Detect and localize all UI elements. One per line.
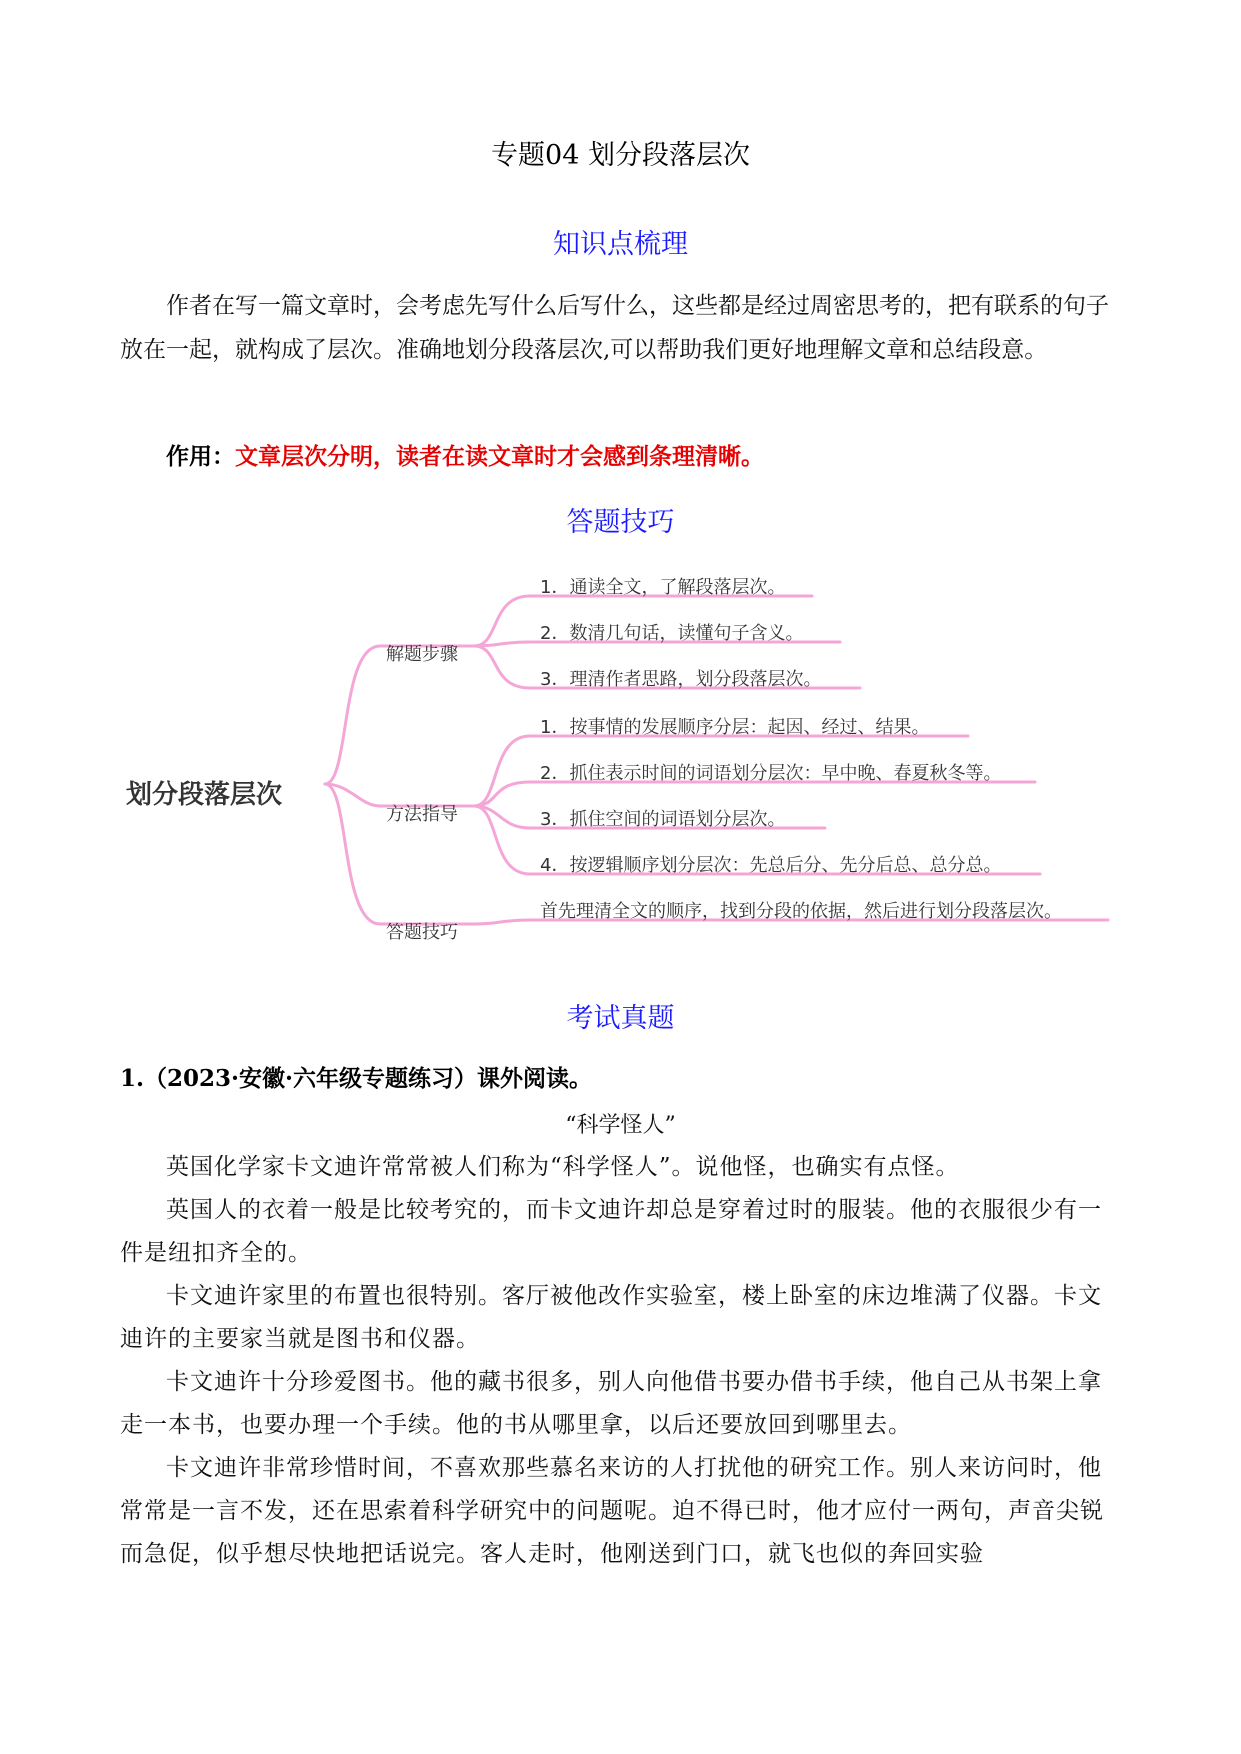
- mindmap-branch-answer: 答题技巧: [386, 922, 458, 943]
- mindmap-step-1: 1．通读全文，了解段落层次。: [540, 577, 786, 598]
- story-paragraph: 卡文迪许家里的布置也很特别。客厅被他改作实验室，楼上卧室的床边堆满了仪器。卡文迪许的主要家当就是图书和仪器。: [120, 1283, 1102, 1352]
- mindmap-branch-methods: 方法指导: [386, 804, 458, 825]
- story-paragraph: 卡文迪许非常珍惜时间，不喜欢那些慕名来访的人打扰他的研究工作。别人来访问时，他常常是一言不发，还在思索着科学研究中的问题呢。迫不得已时，他才应付一两句，声音尖锐而急促，似乎想尽快地把话说完。客人走时，他刚送到门口，就飞也似的奔回实验: [120, 1455, 1104, 1567]
- role-label: 作用：: [166, 444, 235, 470]
- story-body: [120, 1146, 1120, 1576]
- connector-root-methods: [325, 784, 380, 806]
- mindmap-method-3: 3．抓住空间的词语划分层次。: [540, 809, 786, 830]
- section-heading-knowledge: 知识点梳理: [553, 229, 688, 260]
- story-paragraph: 英国化学家卡文迪许常常被人们称为“科学怪人”。说他怪，也确实有点怪。: [166, 1154, 960, 1180]
- story-title: “科学怪人”: [565, 1113, 676, 1138]
- role-text: 文章层次分明，读者在读文章时才会感到条理清晰。: [235, 444, 764, 470]
- story-paragraph: 英国人的衣着一般是比较考究的，而卡文迪许却总是穿着过时的服装。他的衣服很少有一件是纽扣齐全的。: [120, 1197, 1102, 1266]
- methods-item-2-line: [474, 782, 1035, 806]
- question-heading: 1.（2023·安徽·六年级专题练习）课外阅读。: [120, 1065, 593, 1092]
- mindmap-step-3: 3．理清作者思路，划分段落层次。: [540, 669, 822, 690]
- mindmap-step-2: 2．数清几句话，读懂句子含义。: [540, 623, 804, 644]
- mindmap-method-4: 4．按逻辑顺序划分层次：先总后分、先分后总、总分总。: [540, 855, 1002, 876]
- intro-text: 作者在写一篇文章时，会考虑先写什么后写什么，这些都是经过周密思考的，把有联系的句子放在一起，就构成了层次。准确地划分段落层次,可以帮助我们更好地理解文章和总结段意。: [120, 293, 1109, 363]
- section-heading-skills: 答题技巧: [566, 507, 675, 538]
- section-heading-exam: 考试真题: [566, 1003, 675, 1034]
- mindmap-answer-1: 首先理清全文的顺序，找到分段的依据，然后进行划分段落层次。: [540, 901, 1062, 922]
- mindmap-branch-steps: 解题步骤: [386, 644, 458, 665]
- mindmap-method-2: 2．抓住表示时间的词语划分层次：早中晚、春夏秋冬等。: [540, 763, 1002, 784]
- mindmap-method-1: 1．按事情的发展顺序分层：起因、经过、结果。: [540, 717, 930, 738]
- page-title: 专题04 划分段落层次: [491, 140, 750, 171]
- story-paragraph: 卡文迪许十分珍爱图书。他的藏书很多，别人向他借书要办借书手续，他自己从书架上拿走一本书，也要办理一个手续。他的书从哪里拿，以后还要放回到哪里去。: [120, 1369, 1102, 1438]
- mindmap-root: 划分段落层次: [126, 780, 283, 810]
- connector-root-steps: [325, 646, 380, 784]
